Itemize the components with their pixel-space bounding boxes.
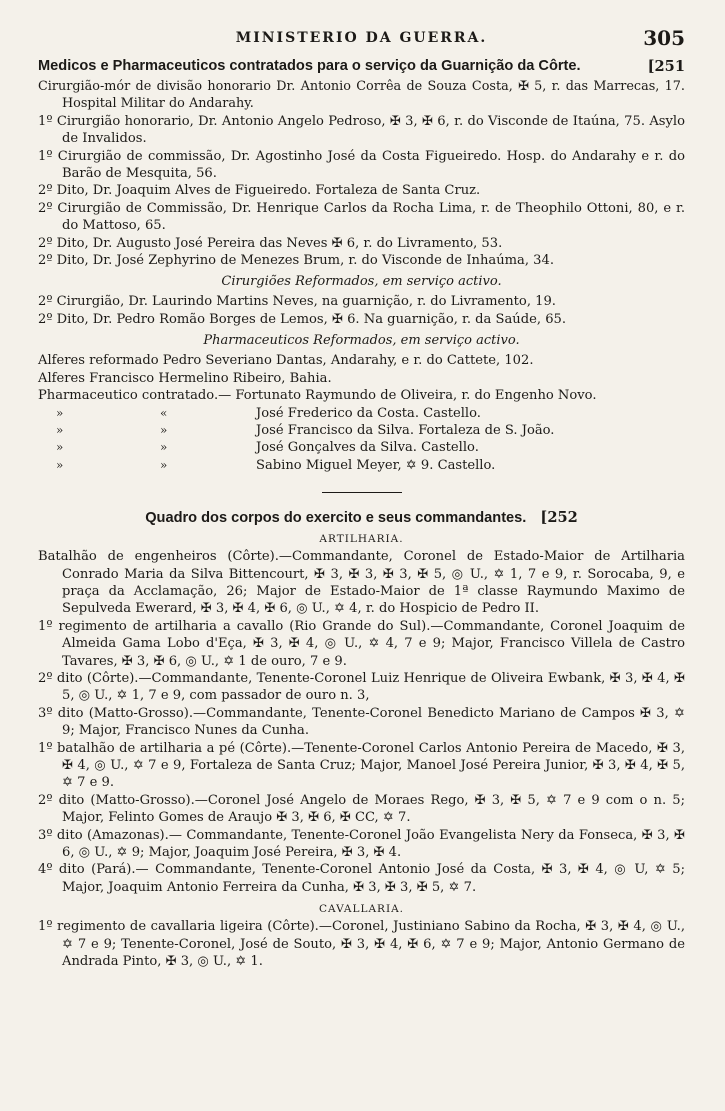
pharmacist-name: José Frederico da Costa. Castello. [256, 405, 481, 421]
medical-section-title [38, 58, 685, 74]
cavalry-heading: CAVALLARIA. [318, 903, 405, 916]
medical-entry: 1º Cirurgião honorario, Dr. Antonio Angelo Pedroso, ✠ 3, ✠ 6, r. do Visconde de Itaúna, 75. Asylo de Invalidos. [38, 113, 685, 147]
medical-entry: 2º Dito, Dr. Joaquim Alves de Figueiredo. Fortaleza de Santa Cruz. [38, 183, 481, 199]
medical-section-heading: Medicos e Pharmaceuticos contratados para o serviço da Guarnição da Côrte. [38, 58, 581, 74]
artillery-entry: 3º dito (Amazonas).— Commandante, Tenente-Coronel João Evangelista Nery da Fonseca, ✠ 3, ✠ 6, ◎ U., ✡ 9; Major, Joaquim José Pereira, ✠ 3, ✠ 4. [38, 827, 685, 861]
ditto-mark: » [160, 422, 168, 437]
ditto-mark: » [56, 457, 64, 472]
medical-entry: 1º Cirurgião de commissão, Dr. Agostinho José da Costa Figueiredo. Hosp. do Andarahy e r. do Barão de Mesquita, 56. [38, 148, 685, 182]
pharmacist-continuation-row [38, 405, 685, 422]
section-divider [322, 492, 402, 493]
reformed-surgeon-entry: 2º Cirurgião, Dr. Laurindo Martins Neves, na guarnição, r. do Livramento, 19. [38, 294, 556, 310]
ditto-mark: « [160, 405, 168, 420]
corps-section-heading: Quadro dos corpos do exercito e seus commandantes. [145, 510, 527, 527]
artillery-entry: 4º dito (Pará).— Commandante, Tenente-Coronel Antonio José da Costa, ✠ 3, ✠ 4, ◎ U, ✡ 5; Major, Joaquim Antonio Ferreira da Cunha, ✠ 3, ✠ 3, ✠ 5, ✡ 7. [38, 862, 685, 895]
pharmacist-name: Sabino Miguel Meyer, ✡ 9. Castello. [256, 457, 496, 473]
corps-section-title [38, 509, 685, 526]
artillery-entry: Batalhão de engenheiros (Côrte).—Commandante, Coronel de Estado-Maior de Artilharia Conrado Maria da Silva Bittencourt, ✠ 3, ✠ 3, ✠ 3, ✠ 5, ◎ U., ✡ 1, 7 e 9, r. Sorocaba, 9, e praça da Acclamação, 26; Major de Estado-Maior de 1ª classe Raymundo Maximo de Sepulveda Ewerard, ✠ 3, ✠ 4, ✠ 6, ◎ U., ✡ 4, r. do Hospicio de Pedro II. [38, 549, 685, 617]
reformed-surgeons-subtitle: Cirurgiões Reformados, em serviço activo. [221, 274, 502, 290]
ditto-mark: » [56, 440, 64, 455]
medical-section-ref: [251 [647, 58, 685, 75]
medical-entry: 2º Dito, Dr. José Zephyrino de Menezes Brum, r. do Visconde de Inhaúma, 34. [38, 253, 554, 269]
pharmacist-name: José Gonçalves da Silva. Castello. [256, 440, 479, 456]
pharmacist-line: Alferes reformado Pedro Severiano Dantas, Andarahy, e r. do Cattete, 102. [38, 353, 534, 369]
running-head [38, 26, 685, 52]
artillery-entry: 1º batalhão de artilharia a pé (Côrte).—Tenente-Coronel Carlos Antonio Pereira de Macedo, ✠ 3, ✠ 4, ◎ U., ✡ 7 e 9, Fortaleza de Santa Cruz; Major, Manoel José Pereira Junior, ✠ 3, ✠ 4, ✠ 5, ✡ 7 e 9. [38, 740, 685, 791]
reformed-pharmacists-subtitle: Pharmaceuticos Reformados, em serviço activo. [203, 333, 520, 349]
artillery-heading: ARTILHARIA. [319, 533, 404, 546]
pharmacist-line: Pharmaceutico contratado.— Fortunato Raymundo de Oliveira, r. do Engenho Novo. [38, 388, 597, 404]
medical-entry: 2º Cirurgião de Commissão, Dr. Henrique Carlos da Rocha Lima, r. de Theophilo Ottoni, 80, e r. do Mattoso, 65. [38, 200, 685, 234]
ditto-mark: » [160, 457, 168, 472]
corps-section-ref: [252 [540, 509, 578, 527]
artillery-entry: 1º regimento de artilharia a cavallo (Rio Grande do Sul).—Commandante, Coronel Joaquim de Almeida Gama Lobo d'Eça, ✠ 3, ✠ 4, ◎ U., ✡ 4, 7 e 9; Major, Francisco Villela de Castro Tavares, ✠ 3, ✠ 6, ◎ U., ✡ 1 de ouro, 7 e 9. [38, 618, 685, 669]
pharmacist-continuation-row [38, 439, 685, 456]
artillery-entry: 2º dito (Côrte).—Commandante, Tenente-Coronel Luiz Henrique de Oliveira Ewbank, ✠ 3, ✠ 4, ✠ 5, ◎ U., ✡ 1, 7 e 9, com passador de ouro n. 3, [38, 670, 685, 704]
pharmacist-continuation-row [38, 422, 685, 439]
cavalry-entry: 1º regimento de cavallaria ligeira (Côrte).—Coronel, Justiniano Sabino da Rocha, ✠ 3, ✠ 4, ◎ U., ✡ 7 e 9; Tenente-Coronel, José de Souto, ✠ 3, ✠ 4, ✠ 6, ✡ 7 e 9; Major, Antonio Germano de Andrada Pinto, ✠ 3, ◎ U., ✡ 1. [38, 919, 685, 970]
pharmacist-name: José Francisco da Silva. Fortaleza de S. João. [256, 422, 555, 438]
artillery-entry: 3º dito (Matto-Grosso).—Commandante, Tenente-Coronel Benedicto Mariano de Campos ✠ 3, ✡ 9; Major, Francisco Nunes da Cunha. [38, 705, 685, 739]
ditto-mark: » [56, 422, 64, 437]
pharmacist-line: Alferes Francisco Hermelino Ribeiro, Bahia. [38, 370, 332, 386]
running-title: MINISTERIO DA GUERRA. [235, 30, 488, 46]
medical-entry: 2º Dito, Dr. Augusto José Pereira das Neves ✠ 6, r. do Livramento, 53. [38, 235, 503, 251]
ditto-mark: » [56, 405, 64, 420]
reformed-surgeon-entry: 2º Dito, Dr. Pedro Romão Borges de Lemos, ✠ 6. Na guarnição, r. da Saúde, 65. [38, 311, 567, 327]
medical-entry: Cirurgião-mór de divisão honorario Dr. Antonio Corrêa de Souza Costa, ✠ 5, r. das Marrecas, 17. Hospital Militar do Andarahy. [38, 79, 685, 112]
page-number: 305 [643, 26, 685, 50]
pharmacist-continuation-row [38, 457, 685, 474]
ditto-mark: » [160, 440, 168, 455]
artillery-entry: 2º dito (Matto-Grosso).—Coronel José Angelo de Moraes Rego, ✠ 3, ✠ 5, ✡ 7 e 9 com o n. 5; Major, Felinto Gomes de Araujo ✠ 3, ✠ 6, ✠ CC, ✡ 7. [38, 792, 685, 826]
